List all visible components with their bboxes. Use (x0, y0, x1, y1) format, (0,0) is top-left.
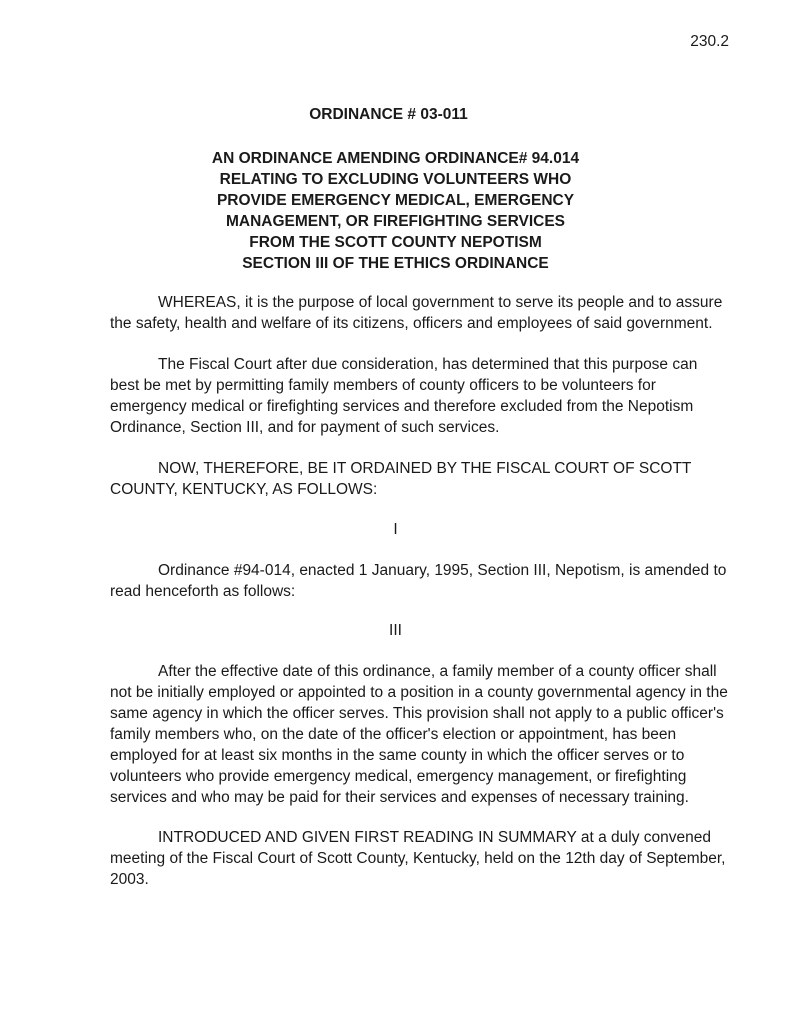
subtitle-line: PROVIDE EMERGENCY MEDICAL, EMERGENCY (216, 192, 575, 209)
section-iii-paragraph (110, 661, 730, 808)
whereas-paragraph (110, 292, 730, 334)
fiscal-court-paragraph (110, 354, 730, 438)
section-heading-i: I (393, 521, 398, 538)
now-therefore-paragraph (110, 458, 730, 500)
subtitle-line: SECTION III OF THE ETHICS ORDINANCE (242, 255, 549, 272)
ordinance-reference-paragraph (110, 560, 730, 602)
ordinance-title-text: ORDINANCE # 03-011 (309, 106, 468, 123)
fiscal-court-text: The Fiscal Court after due consideration, has determined that this purpose can best be met by permitting family members of county officers to be volunteers for emergency medical or firefighting services and therefore excluded from the Nepotism Ordinance, Section III, and for payment of such services. (110, 356, 698, 436)
ordinance-subtitle (0, 148, 791, 274)
subtitle-line: AN ORDINANCE AMENDING ORDINANCE# 94.014 (211, 150, 580, 167)
page-number: 230.2 (690, 33, 729, 50)
introduced-paragraph (110, 827, 730, 890)
ordinance-title (0, 106, 791, 124)
now-therefore-text: NOW, THEREFORE, BE IT ORDAINED BY THE FISCAL COURT OF SCOTT COUNTY, KENTUCKY, AS FOLLOWS: (110, 460, 692, 498)
ordinance-reference-text: Ordinance #94-014, enacted 1 January, 1995, Section III, Nepotism, is amended to read henceforth as follows: (110, 562, 727, 600)
subtitle-line: RELATING TO EXCLUDING VOLUNTEERS WHO (219, 171, 572, 188)
subtitle-line: FROM THE SCOTT COUNTY NEPOTISM (249, 234, 542, 251)
section-iii-text: After the effective date of this ordinance, a family member of a county officer shall not be initially employed or appointed to a position in a county governmental agency in the same agency in which the officer serves. This provision shall not apply to a public officer's family members who, on the date of the officer's election or appointment, has been employed for at least six months in the same county in which the officer serves or to volunteers who provide emergency medical, emergency management, or firefighting services and who may be paid for their services and expenses of necessary training. (110, 663, 728, 806)
section-heading-iii: III (389, 622, 402, 639)
subtitle-line: MANAGEMENT, OR FIREFIGHTING SERVICES (225, 213, 566, 230)
introduced-text: INTRODUCED AND GIVEN FIRST READING IN SUMMARY at a duly convened meeting of the Fiscal Court of Scott County, Kentucky, held on the 12th day of September, 2003. (110, 829, 726, 888)
whereas-text: WHEREAS, it is the purpose of local government to serve its people and to assure the safety, health and welfare of its citizens, officers and employees of said government. (110, 294, 723, 332)
